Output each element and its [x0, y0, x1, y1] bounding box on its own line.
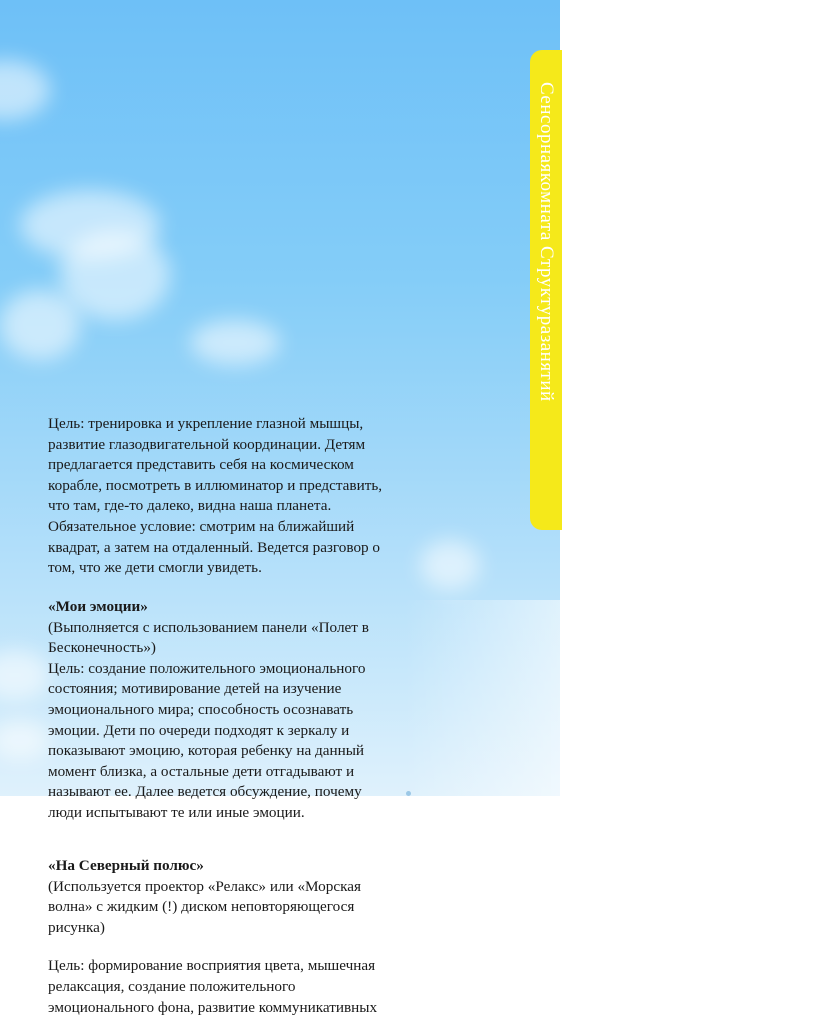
text-line: волна» с жидким (!) диском неповторяющегося — [48, 898, 355, 916]
text-line: (Используется проектор «Релакс» или «Морская — [48, 877, 361, 895]
text-line: люди испытывают те или иные эмоции. — [48, 803, 305, 821]
text-line: предлагается представить себя на космическом — [48, 456, 354, 474]
text-line: эмоции. Дети по очереди подходят к зеркалу и — [48, 721, 350, 739]
text-line: квадрат, а затем на отдаленный. Ведется разговор о — [48, 538, 381, 556]
text-line: рисунка) — [48, 918, 105, 936]
cloud-shape — [0, 60, 50, 120]
text-line: что там, где-то далеко, видна наша планета. — [48, 497, 332, 515]
text-line: называют ее. Далее ведется обсуждение, почему — [48, 783, 362, 801]
text-line: Бесконечность») — [48, 639, 156, 657]
text-line: Обязательное условие: смотрим на ближайший — [48, 517, 355, 535]
sky-fade — [405, 600, 560, 796]
cloud-shape — [0, 650, 50, 700]
cloud-shape — [0, 290, 80, 360]
text-line: развитие глазодвигательной координации. Детям — [48, 435, 366, 453]
spacer — [48, 938, 423, 956]
text-line: эмоционального мира; способность осознавать — [48, 700, 354, 718]
text-line: Цель: тренировка и укрепление глазной мышцы, — [48, 415, 364, 432]
side-tab-title: Сенсорнаякомната Структуразанятий — [536, 82, 557, 402]
text-line: состояния; мотивирование детей на изучение — [48, 680, 342, 698]
section-emotions — [48, 597, 423, 824]
text-line: корабле, посмотреть в иллюминатор и представить, — [48, 476, 383, 494]
cloud-shape — [60, 230, 170, 320]
section-eye-training — [48, 414, 423, 579]
decorative-dot — [406, 791, 411, 796]
text-line: релаксация, создание положительного — [48, 977, 296, 995]
cloud-shape — [0, 720, 50, 760]
text-line: Цель: создание положительного эмоционального — [48, 659, 366, 677]
section-heading: «На Северный полюс» — [48, 857, 204, 874]
text-line: том, что же дети смогли увидеть. — [48, 559, 262, 577]
cloud-shape — [190, 320, 280, 365]
cloud-shape — [420, 540, 480, 590]
text-line: эмоционального фона, развитие коммуникативных — [48, 998, 378, 1016]
text-line: Цель: формирование восприятия цвета, мышечная — [48, 957, 376, 975]
text-line: показывают эмоцию, которая ребенку на данный — [48, 742, 365, 760]
section-heading: «Мои эмоции» — [48, 598, 148, 615]
section-north-pole — [48, 856, 423, 1018]
text-line: момент близка, а остальные дети отгадывают и — [48, 762, 355, 780]
text-line: (Выполняется с использованием панели «Полет в — [48, 618, 369, 636]
